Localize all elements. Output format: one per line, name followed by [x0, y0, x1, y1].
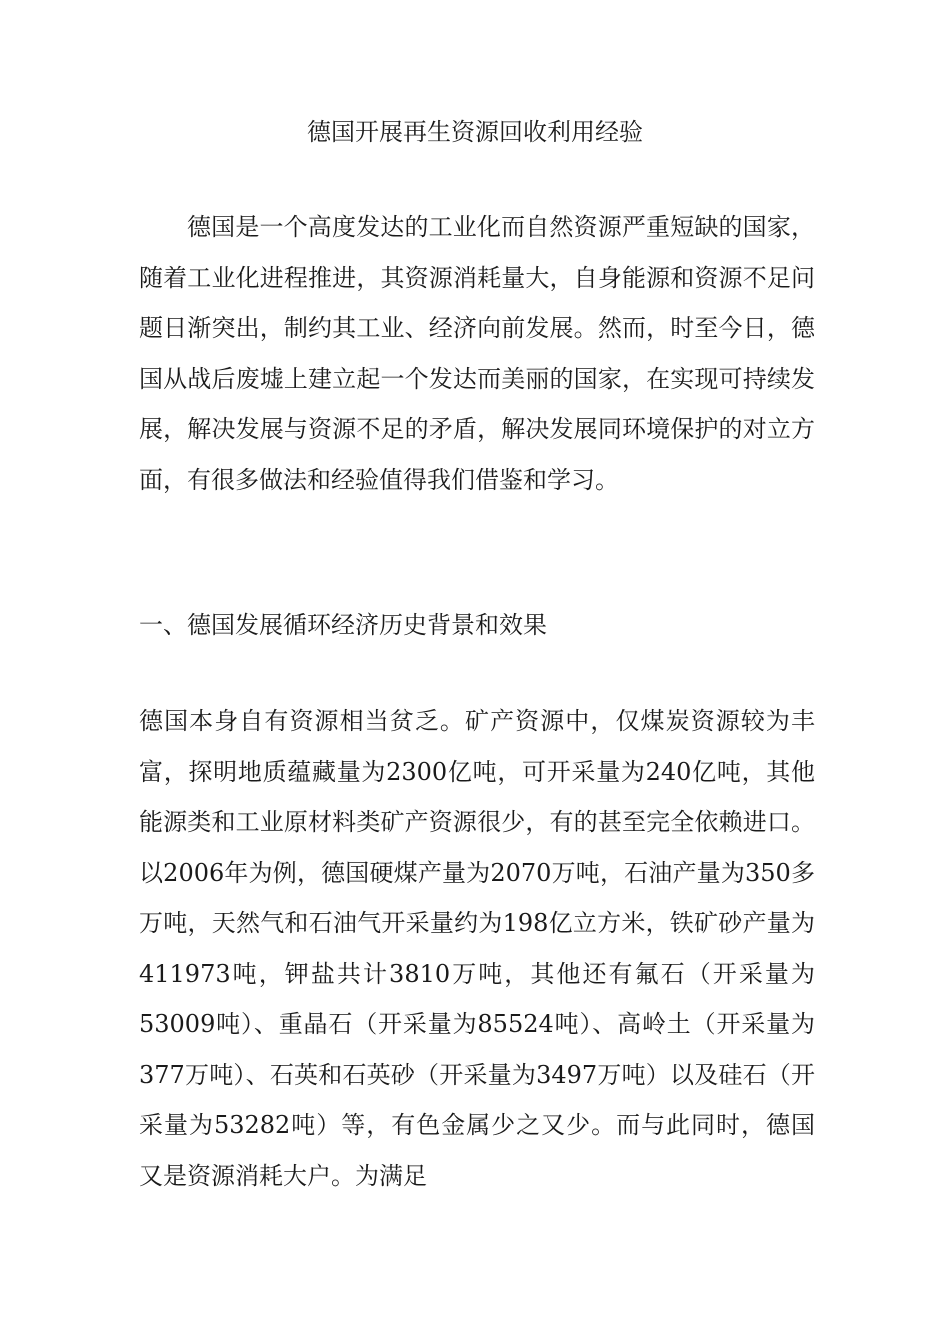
document-title: 德国开展再生资源回收利用经验 — [307, 118, 643, 146]
section-heading: 一、德国发展循环经济历史背景和效果 — [139, 611, 547, 639]
intro-paragraph: 德国是一个高度发达的工业化而自然资源严重短缺的国家，随着工业化进程推进，其资源消耗量大，自身能源和资源不足问题日渐突出，制约其工业、经济向前发展。然而，时至今日，德国从战后废墟上建立起一个发达而美丽的国家，在实现可持续发展，解决发展与资源不足的矛盾，解决发展同环境保护的对立方面，有很多做法和经验值得我们借鉴和学习。 — [139, 213, 815, 494]
section-paragraph: 德国本身自有资源相当贫乏。矿产资源中，仅煤炭资源较为丰富，探明地质蕴藏量为2300亿吨，可开采量为240亿吨，其他能源类和工业原材料类矿产资源很少，有的甚至完全依赖进口。以2006年为例，德国硬煤产量为2070万吨，石油产量为350多万吨，天然气和石油气开采量约为198亿立方米，铁矿砂产量为411973吨，钾盐共计3810万吨，其他还有氟石（开采量为53009吨）、重晶石（开采量为85524吨）、高岭土（开采量为377万吨）、石英和石英砂（开采量为3497万吨）以及硅石（开采量为53282吨）等，有色金属少之又少。而与此同时，德国又是资源消耗大户。为满足 — [139, 707, 815, 1190]
